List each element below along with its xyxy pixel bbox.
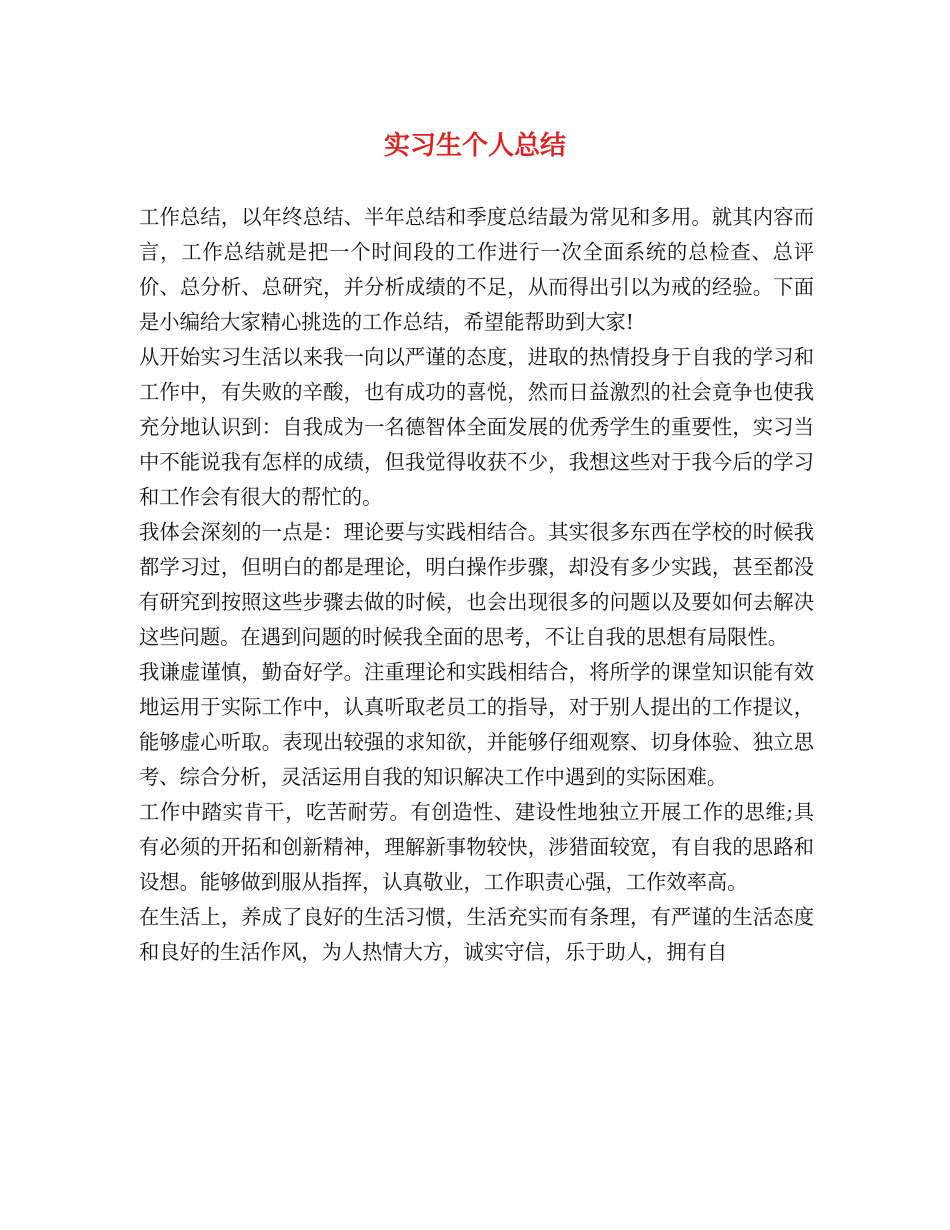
document-body	[139, 200, 814, 970]
paragraph-internship-start: 从开始实习生活以来我一向以严谨的态度，进取的热情投身于自我的学习和工作中，有失败的辛酸，也有成功的喜悦，然而日益激烈的社会竟争也使我充分地认识到：自我成为一名德智体全面发展的优秀学生的重要性，实习当中不能说我有怎样的成绩，但我觉得收获不少，我想这些对于我今后的学习和工作会有很大的帮忙的。	[139, 345, 814, 509]
document-title: 实习生个人总结	[383, 131, 566, 161]
paragraph-intro: 工作总结，以年终总结、半年总结和季度总结最为常见和多用。就其内容而言，工作总结就是把一个时间段的工作进行一次全面系统的总检查、总评价、总分析、总研究，并分析成绩的不足，从而得出引以为戒的经验。下面是小编给大家精心挑选的工作总结，希望能帮助到大家!	[139, 205, 814, 334]
paragraph-humble-study: 我谦虚谨慎，勤奋好学。注重理论和实践相结合，将所学的课堂知识能有效地运用于实际工作中，认真听取老员工的指导，对于别人提出的工作提议，能够虚心听取。表现出较强的求知欲，并能够仔细观察、切身体验、独立思考、综合分析，灵活运用自我的知识解决工作中遇到的实际困难。	[139, 660, 814, 789]
paragraph-theory-practice: 我体会深刻的一点是：理论要与实践相结合。其实很多东西在学校的时候我都学习过，但明白的都是理论，明白操作步骤，却没有多少实践，甚至都没有研究到按照这些步骤去做的时候，也会出现很多的问题以及要如何去解决这些问题。在遇到问题的时候我全面的思考，不让自我的思想有局限性。	[139, 520, 814, 649]
paragraph-life-habits: 在生活上，养成了良好的生活习惯，生活充实而有条理，有严谨的生活态度和良好的生活作风，为人热情大方，诚实守信，乐于助人，拥有自	[139, 905, 814, 964]
paragraph-work-attitude: 工作中踏实肯干，吃苦耐劳。有创造性、建设性地独立开展工作的思维;具有必须的开拓和创新精神，理解新事物较快，涉猎面较宽，有自我的思路和设想。能够做到服从指挥，认真敬业，工作职责心强，工作效率高。	[139, 800, 814, 894]
